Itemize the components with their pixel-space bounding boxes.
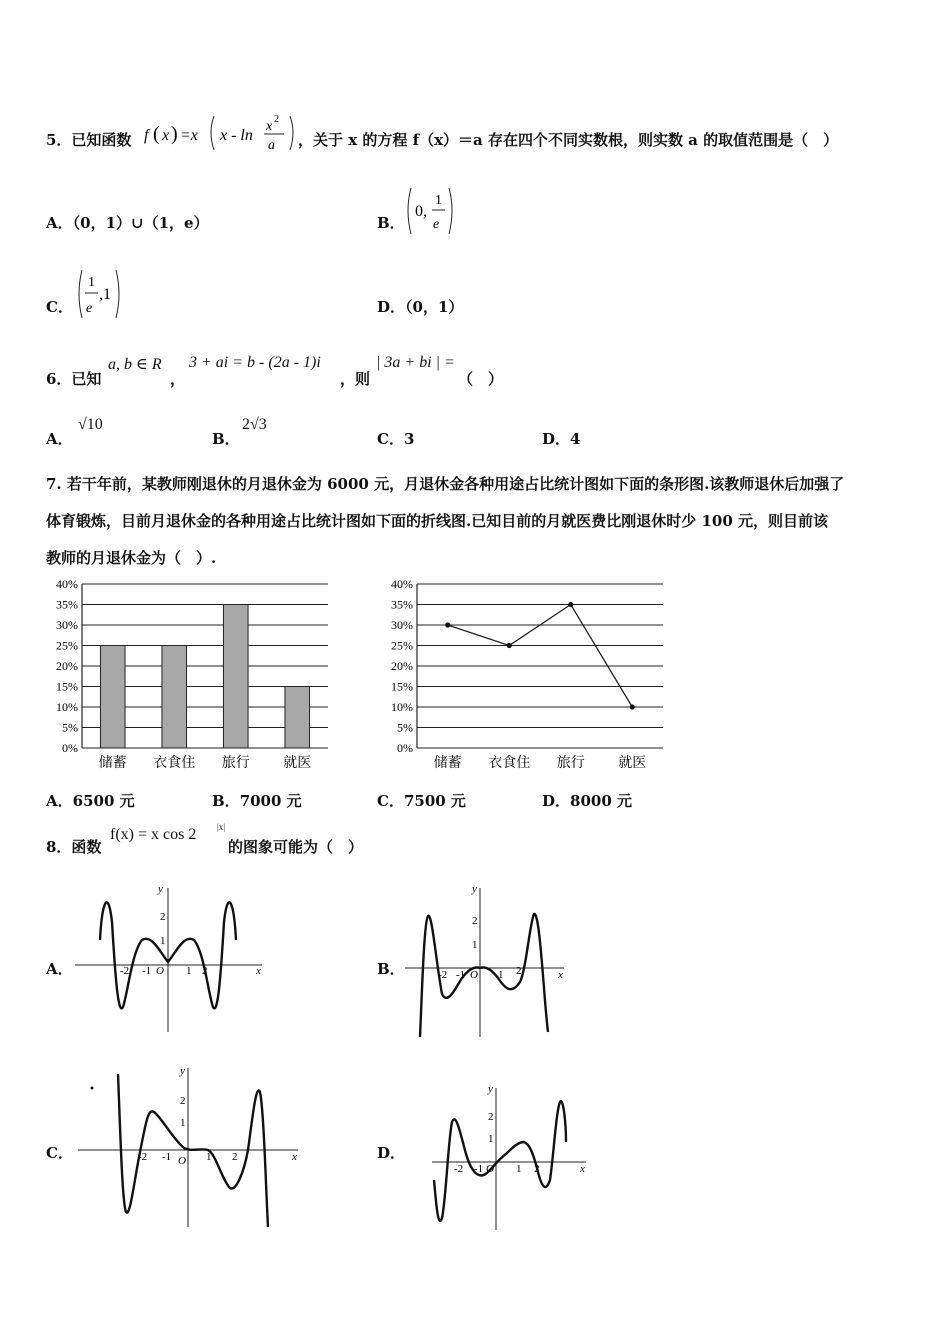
q6-option-c-text: 3 [403, 430, 415, 448]
q8-graph-c[interactable] [76, 1062, 306, 1232]
q7-option-c[interactable] [377, 790, 466, 811]
q7-option-d-text: 8000 元 [570, 792, 632, 810]
graph-b-tick-m2: -2 [438, 969, 448, 981]
graph-d-tick-p1: 1 [516, 1163, 522, 1175]
graph-a-y-label: y [158, 883, 163, 895]
graph-d-origin: O [486, 1163, 494, 1175]
q6-sep1: ， [170, 370, 186, 388]
line-chart-ytick-label: 0% [397, 741, 413, 755]
q7-line-chart [375, 574, 675, 774]
graph-c-origin: O [178, 1155, 186, 1167]
line-chart-ytick-label: 30% [391, 618, 413, 632]
bar-chart-ytick-label: 20% [56, 659, 78, 673]
q7-option-c-label: C． [377, 792, 404, 810]
graph-c-dot [91, 1087, 94, 1090]
line-chart-ytick-label: 40% [391, 577, 413, 591]
bar-chart-ytick-label: 10% [56, 700, 78, 714]
q6-option-a-label: A． [46, 430, 73, 448]
q6-tail: （ ） [458, 370, 504, 388]
graph-b-tick-y2: 2 [472, 915, 478, 927]
line-chart-category-label: 储蓄 [433, 756, 462, 771]
q8-option-a-label[interactable]: A． [46, 960, 73, 978]
q8-number: 8．函数 [46, 838, 102, 856]
graph-d-tick-m1: -1 [474, 1163, 484, 1175]
q7-option-d[interactable] [542, 790, 632, 811]
q7-option-d-label: D． [542, 792, 571, 810]
bar-chart-category-label: 旅行 [221, 756, 250, 771]
q5-big-paren-right [290, 116, 293, 150]
q6-option-a-text: √10 [78, 416, 103, 433]
q5-option-c-post: ,1 [99, 286, 111, 303]
line-chart-ytick-label: 10% [391, 700, 413, 714]
line-chart-ytick-label: 35% [391, 597, 413, 612]
q7-option-b-label: B． [212, 792, 240, 810]
q8-graph-b[interactable] [400, 882, 600, 1042]
graph-d-tick-y2: 2 [488, 1111, 494, 1123]
q5-option-d[interactable] [377, 296, 463, 317]
q8-func: f(x) = x cos 2 [110, 826, 197, 843]
q5-option-a-text: （0，1）∪（1，e） [72, 214, 209, 232]
q5-option-c-den: e [86, 301, 93, 316]
q6-option-c[interactable] [377, 428, 414, 449]
graph-b-y-label: y [472, 883, 477, 895]
q8-graph-d[interactable] [402, 1082, 602, 1232]
graph-c-tick-p1: 1 [206, 1151, 212, 1163]
q7-option-b-text: 7000 元 [239, 792, 302, 810]
q6-option-d-text: 4 [570, 430, 581, 448]
graph-d-x-label: x [580, 1163, 585, 1175]
line-chart-ytick-label: 15% [391, 679, 413, 694]
graph-d-curve [434, 1101, 566, 1221]
q5-paren-open: ( [153, 123, 160, 145]
graph-a-x-label: x [256, 965, 261, 977]
q5-f: f [144, 127, 149, 144]
q5-frac-den: a [268, 138, 275, 152]
graph-c-tick-m2: -2 [138, 1151, 148, 1163]
bar-chart-category-label: 储蓄 [98, 756, 127, 771]
q5-option-b-den: e [433, 217, 440, 232]
q5-paren-close: ) [171, 123, 178, 145]
line-chart-category-label: 就医 [618, 756, 647, 771]
q5-option-b-paren-right [449, 188, 452, 234]
q5-frac-sup: 2 [274, 114, 279, 125]
graph-b-tick-y1: 1 [472, 939, 478, 951]
q5-big-paren-left [211, 116, 214, 150]
line-chart-point [630, 704, 635, 709]
q5-var: x [162, 127, 170, 144]
q7-option-a[interactable] [46, 790, 135, 811]
q7-stem-line2: 体育锻炼，目前月退休金的各种用途占比统计图如下面的折线图.已知目前的月就医费比刚退休时少 100 元，则目前该 [46, 512, 828, 530]
graph-d-tick-p2: 2 [534, 1163, 540, 1175]
bar-chart-bar [100, 646, 125, 749]
line-chart-series-line [448, 605, 633, 708]
q6-cond2: 3 + ai = b - (2a - 1)i [189, 354, 321, 371]
q5-tail: ，关于 x 的方程 f（x）＝a 存在四个不同实数根，则实数 a 的取值范围是（ ） [298, 131, 839, 149]
q7-stem-line1: 7. 若干年前，某教师刚退休的月退休金为 6000 元，月退休金各种用途占比统计图如下面的条形图.该教师退休后加强了 [46, 475, 845, 493]
graph-a-tick-y1: 1 [160, 935, 166, 947]
line-chart-point [568, 602, 573, 607]
q7-stem-line3: 教师的月退休金为（ ）. [46, 549, 217, 567]
q5-function-formula [142, 108, 302, 152]
q5-option-b-formula [405, 186, 465, 238]
graph-a-tick-p1: 1 [186, 965, 192, 977]
graph-a-tick-m2: -2 [120, 965, 130, 977]
q6-option-b-text: 2√3 [242, 416, 267, 433]
q5-option-d-label: D． [377, 298, 406, 316]
graph-d-tick-m2: -2 [454, 1163, 464, 1175]
q6-sep2: ，则 [340, 370, 371, 388]
graph-b-origin: O [470, 969, 478, 981]
bar-chart-ytick-label: 30% [56, 618, 78, 632]
q5-option-b-pre: 0, [415, 203, 427, 220]
q7-option-a-text: 6500 元 [72, 792, 135, 810]
graph-b-tick-p2: 2 [516, 965, 522, 977]
graph-a-tick-m1: -1 [142, 965, 152, 977]
q5-option-c-paren-left [79, 270, 82, 318]
bar-chart-bar [223, 605, 248, 749]
bar-chart-bar [162, 646, 187, 749]
q6-option-d-label: D． [542, 430, 571, 448]
graph-c-y-label: y [180, 1065, 185, 1077]
bar-chart-bar [285, 687, 310, 749]
q5-option-b-paren-left [408, 188, 411, 234]
q5-option-c-num: 1 [88, 275, 95, 290]
q8-option-b-label[interactable]: B． [377, 960, 405, 978]
q6-option-d[interactable] [542, 428, 580, 449]
bar-chart-ytick-label: 40% [56, 577, 78, 591]
bar-chart-ytick-label: 25% [56, 638, 78, 653]
graph-c-tick-m1: -1 [162, 1151, 172, 1163]
q7-bar-chart [40, 574, 340, 774]
bar-chart-ytick-label: 5% [62, 720, 78, 735]
graph-d-y-label: y [488, 1083, 493, 1095]
q8-option-d-label[interactable]: D． [377, 1144, 406, 1162]
q5-option-c-label: C． [46, 298, 73, 316]
graph-c-tick-p2: 2 [232, 1151, 238, 1163]
bar-chart-category-label: 衣食住 [153, 756, 196, 771]
graph-c-tick-y2: 2 [180, 1095, 186, 1107]
graph-b-tick-p1: 1 [498, 969, 504, 981]
q5-eq-x: =x [180, 127, 198, 144]
line-chart-ytick-label: 5% [397, 720, 413, 735]
q6-cond1: a, b ∈ R [108, 356, 162, 373]
q8-tail: 的图象可能为（ ） [228, 838, 364, 856]
q5-option-b-label: B． [377, 214, 405, 232]
bar-chart-ytick-label: 15% [56, 679, 78, 694]
graph-b-tick-m1: -1 [456, 969, 466, 981]
bar-chart-category-label: 就医 [283, 756, 312, 771]
graph-c-tick-y1: 1 [180, 1117, 186, 1129]
q5-number: 5．已知函数 [46, 131, 132, 149]
q6-cond3: | 3a + bi | = [376, 354, 455, 371]
q5-option-c-paren-right [116, 270, 119, 318]
line-chart-category-label: 衣食住 [488, 756, 531, 771]
q8-func-sup: |x| [217, 822, 226, 832]
q5-option-a-label: A． [46, 214, 73, 232]
q8-graph-a[interactable] [70, 882, 270, 1042]
q5-option-b-num: 1 [435, 193, 442, 208]
q5-frac-num: x [266, 119, 273, 134]
bar-chart-ytick-label: 35% [56, 597, 78, 612]
q7-option-c-text: 7500 元 [403, 792, 466, 810]
q5-option-c-formula [74, 268, 134, 322]
graph-b-x-label: x [558, 969, 563, 981]
graph-a-tick-p2: 2 [202, 965, 208, 977]
graph-c-x-label: x [292, 1151, 297, 1163]
graph-d-tick-y1: 1 [488, 1133, 494, 1145]
bar-chart-ytick-label: 0% [62, 741, 78, 755]
q7-option-a-label: A． [46, 792, 73, 810]
graph-a-origin: O [156, 965, 164, 977]
q5-x-minus-ln: x - ln [220, 127, 253, 144]
line-chart-category-label: 旅行 [556, 756, 585, 771]
q6-number: 6．已知 [46, 370, 102, 388]
graph-a-tick-y2: 2 [160, 911, 166, 923]
line-chart-point [507, 643, 512, 648]
line-chart-ytick-label: 20% [391, 659, 413, 673]
q7-option-b[interactable] [212, 790, 302, 811]
q8-option-c-label[interactable]: C． [46, 1144, 73, 1162]
q6-option-b-label: B． [212, 430, 240, 448]
line-chart-ytick-label: 25% [391, 638, 413, 653]
q5-option-d-text: （0，1） [405, 298, 464, 316]
q6-option-c-label: C． [377, 430, 404, 448]
line-chart-point [445, 622, 450, 627]
q5-option-a[interactable] [46, 212, 209, 233]
